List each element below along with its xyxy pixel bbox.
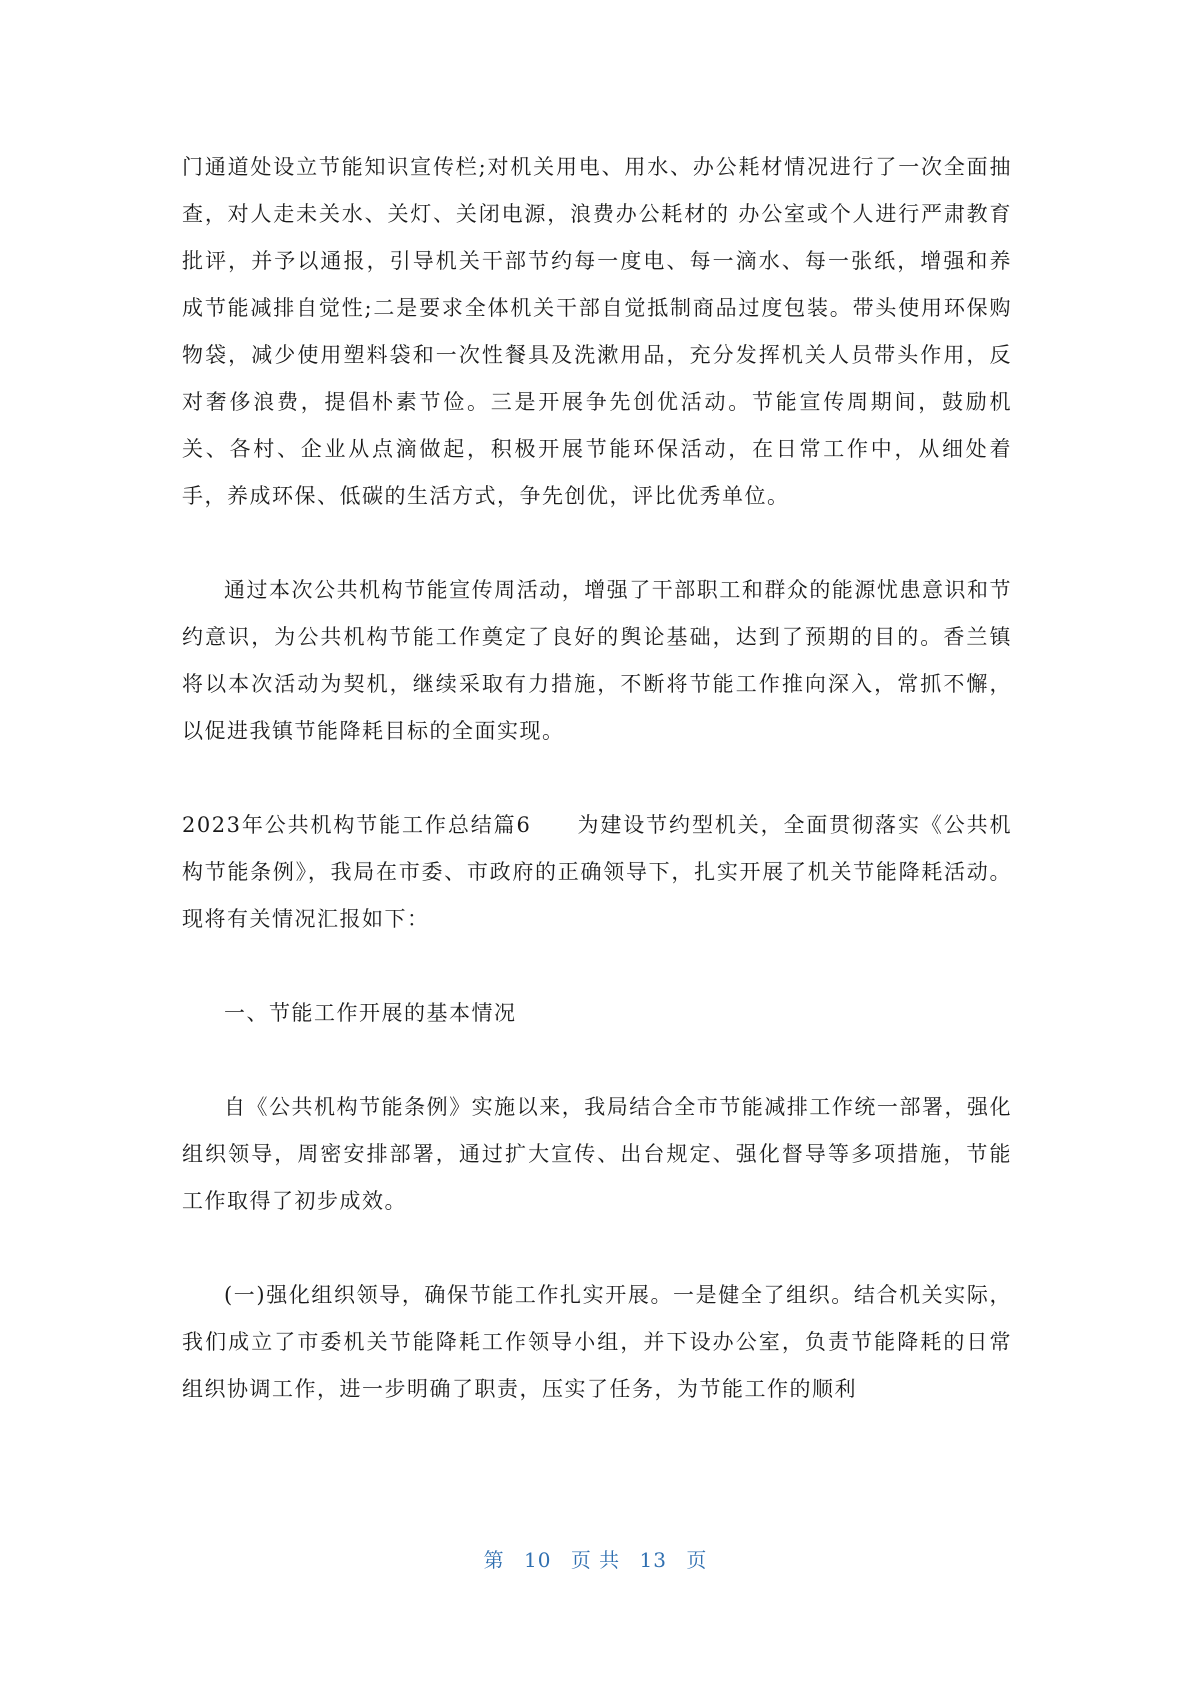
- page-number-footer: [0, 1544, 1191, 1573]
- footer-current-page: 10: [524, 1548, 552, 1572]
- paragraph-regulation-implementation: 自《公共机构节能条例》实施以来，我局结合全市节能减排工作统一部署，强化组织领导，周密安排部署，通过扩大宣传、出台规定、强化督导等多项措施，节能工作取得了初步成效。: [182, 1095, 1012, 1213]
- footer-prefix: 第: [483, 1548, 505, 1572]
- footer-suffix: 页: [686, 1548, 708, 1572]
- footer-middle: 页 共: [570, 1548, 621, 1572]
- document-body: [182, 144, 1012, 1413]
- paragraph-campaign-summary: 通过本次公共机构节能宣传周活动，增强了干部职工和群众的能源忧患意识和节约意识，为公共机构节能工作奠定了良好的舆论基础，达到了预期的目的。香兰镇将以本次活动为契机，继续采取有力措施，不断将节能工作推向深入，常抓不懈，以促进我镇节能降耗目标的全面实现。: [182, 578, 1012, 743]
- paragraph-energy-measures: 门通道处设立节能知识宣传栏;对机关用电、用水、办公耗材情况进行了一次全面抽查，对人走未关水、关灯、关闭电源，浪费办公耗材的 办公室或个人进行严肃教育批评，并予以通报，引导机关干部节约每一度电、每一滴水、每一张纸，增强和养成节能减排自觉性;二是要求全体机关干部自觉抵制商品过度包装。带头使用环保购物袋，减少使用塑料袋和一次性餐具及洗漱用品，充分发挥机关人员带头作用，反对奢侈浪费，提倡朴素节俭。三是开展争先创优活动。节能宣传周期间，鼓励机关、各村、企业从点滴做起，积极开展节能环保活动，在日常工作中，从细处着手，养成环保、低碳的生活方式，争先创优，评比优秀单位。: [182, 155, 1012, 508]
- paragraph-article-6-intro: 2023年公共机构节能工作总结篇6 为建设节约型机关，全面贯彻落实《公共机构节能条例》，我局在市委、市政府的正确领导下，扎实开展了机关节能降耗活动。现将有关情况汇报如下：: [182, 813, 1012, 931]
- footer-total-pages: 13: [639, 1548, 667, 1572]
- section-heading-basic-situation: 一、节能工作开展的基本情况: [224, 1001, 517, 1025]
- paragraph-organization-leadership: (一)强化组织领导，确保节能工作扎实开展。一是健全了组织。结合机关实际，我们成立了市委机关节能降耗工作领导小组，并下设办公室，负责节能降耗的日常组织协调工作，进一步明确了职责，压实了任务，为节能工作的顺利: [182, 1283, 1012, 1401]
